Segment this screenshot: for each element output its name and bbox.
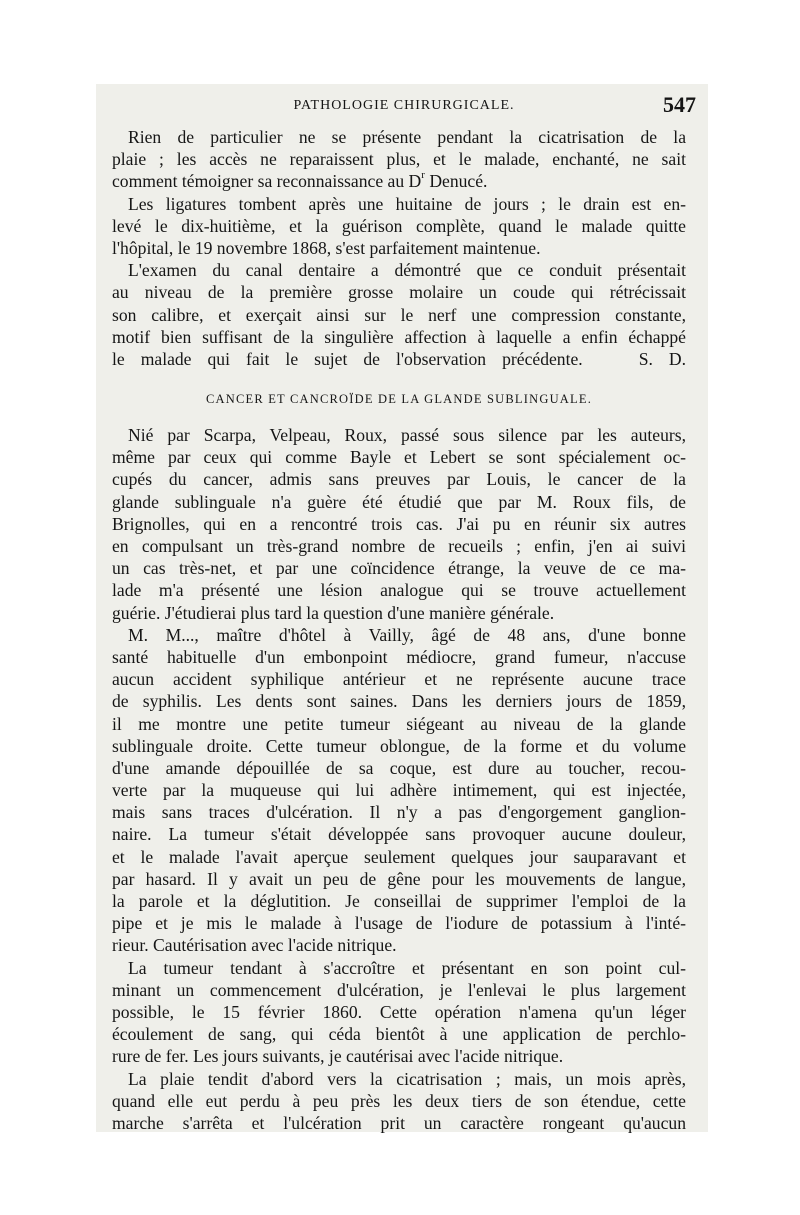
text-line: au niveau de la première grosse molaire un coude qui rétrécissait <box>112 282 686 303</box>
text-fragment: le malade qui fait le sujet de l'observation précédente. <box>112 348 583 369</box>
text-line: rure de fer. Les jours suivants, je cautérisai avec l'acide nitrique. <box>112 1046 564 1067</box>
text-line: glande sublinguale n'a guère été étudié que par M. Roux fils, de <box>112 491 686 512</box>
text-line: quand elle eut perdu à peu près les deux tiers de son étendue, cette <box>112 1090 686 1111</box>
text-line: L'examen du canal dentaire a démontré que ce conduit présentait <box>128 260 686 281</box>
paragraph <box>112 126 686 193</box>
paragraph <box>112 1068 686 1135</box>
text-line <box>112 170 686 192</box>
superscript: r <box>421 169 425 182</box>
page-number: 547 <box>663 92 696 117</box>
text-line: de syphilis. Les dents sont saines. Dans les derniers jours de 1859, <box>112 691 686 712</box>
text-line: écoulement de sang, qui céda bientôt à une application de perchlo- <box>112 1024 686 1045</box>
running-title: PATHOLOGIE CHIRURGICALE. <box>293 98 515 113</box>
section-title: CANCER ET CANCROÏDE DE LA GLANDE SUBLINGUALE. <box>205 392 593 407</box>
text-line: plaie ; les accès ne reparaissent plus, et le malade, enchanté, ne sait <box>112 149 686 170</box>
text-line: et le malade l'avait aperçue seulement quelques jour sauparavant et <box>112 846 686 867</box>
text-line: marche s'arrêta et l'ulcération prit un caractère rongeant qu'aucun <box>112 1112 686 1133</box>
paragraph <box>112 624 686 957</box>
text-line: Nié par Scarpa, Velpeau, Roux, passé sous silence par les auteurs, <box>128 425 686 446</box>
text-line: rieur. Cautérisation avec l'acide nitrique. <box>112 935 397 956</box>
text-line: aucun accident syphilique antérieur et ne représente aucune trace <box>112 669 686 690</box>
text-line: lade m'a présenté une lésion analogue qui se trouve actuellement <box>112 580 686 601</box>
text-line: possible, le 15 février 1860. Cette opération n'amena qu'un léger <box>112 1001 686 1022</box>
body-text <box>112 126 686 1134</box>
paragraph <box>112 424 686 624</box>
page-header <box>112 92 696 120</box>
text-line: verte par la muqueuse qui lui adhère intimement, qui est injectée, <box>112 780 686 801</box>
text-line: Les ligatures tombent après une huitaine de jours ; le drain est en- <box>128 193 686 214</box>
text-line: M. M..., maître d'hôtel à Vailly, âgé de 48 ans, d'une bonne <box>128 624 686 645</box>
text-line: santé habituelle d'un embonpoint médiocre, grand fumeur, n'accuse <box>112 646 686 667</box>
text-line: d'une amande dépouillée de sa coque, est dure au toucher, recou- <box>112 757 686 778</box>
text-line: il me montre une petite tumeur siégeant au niveau de la glande <box>112 713 686 734</box>
text-line <box>112 348 686 370</box>
text-line: par hasard. Il y avait un peu de gêne pour les mouvements de langue, <box>112 868 686 889</box>
text-line: sublinguale droite. Cette tumeur oblongue, de la forme et du volume <box>112 735 686 756</box>
text-line: un cas très-net, et par une coïncidence étrange, la veuve de ce ma- <box>112 558 686 579</box>
text-line: motif bien suffisant de la singulière affection à laquelle a enfin échappé <box>112 326 686 347</box>
author-initials: S. D. <box>638 348 686 369</box>
text-line: Brignolles, qui en a rencontré trois cas. J'ai pu en réunir six autres <box>112 513 686 534</box>
text-line: en compulsant un très-grand nombre de recueils ; enfin, j'en ai suivi <box>112 536 686 556</box>
text-line: levé le dix-huitième, et la guérison complète, quand le malade quitte <box>112 215 686 236</box>
text-line: Rien de particulier ne se présente pendant la cicatrisation de la <box>128 127 686 147</box>
text-fragment: Denucé. <box>424 171 488 192</box>
text-line: mais sans traces d'ulcération. Il n'y a pas d'engorgement ganglion- <box>112 802 686 823</box>
text-line: pipe et je mis le malade à l'usage de l'iodure de potassium à l'inté- <box>112 913 686 934</box>
paragraph <box>112 957 686 1068</box>
text-line: La tumeur tendant à s'accroître et présentant en son point cul- <box>128 957 686 978</box>
text-line: la parole et la déglutition. Je conseillai de supprimer l'emploi de la <box>112 891 686 911</box>
text-line: son calibre, et exerçait ainsi sur le nerf une compression constante, <box>112 304 686 325</box>
text-line: naire. La tumeur s'était développée sans provoquer aucune douleur, <box>112 824 686 845</box>
text-line: guérie. J'étudierai plus tard la question d'une manière générale. <box>112 602 555 623</box>
text-fragment: comment témoigner sa reconnaissance au D <box>112 171 422 192</box>
text-line: même par ceux qui comme Bayle et Lebert se sont spécialement oc- <box>112 447 686 468</box>
paragraph <box>112 193 686 260</box>
text-line: l'hôpital, le 19 novembre 1868, s'est parfaitement maintenue. <box>112 237 541 258</box>
text-line: minant un commencement d'ulcération, je l'enlevai le plus largement <box>112 979 686 1000</box>
text-line: cupés du cancer, admis sans preuves par Louis, le cancer de la <box>112 469 686 490</box>
paragraph <box>112 259 686 370</box>
text-line: La plaie tendit d'abord vers la cicatrisation ; mais, un mois après, <box>128 1068 686 1089</box>
